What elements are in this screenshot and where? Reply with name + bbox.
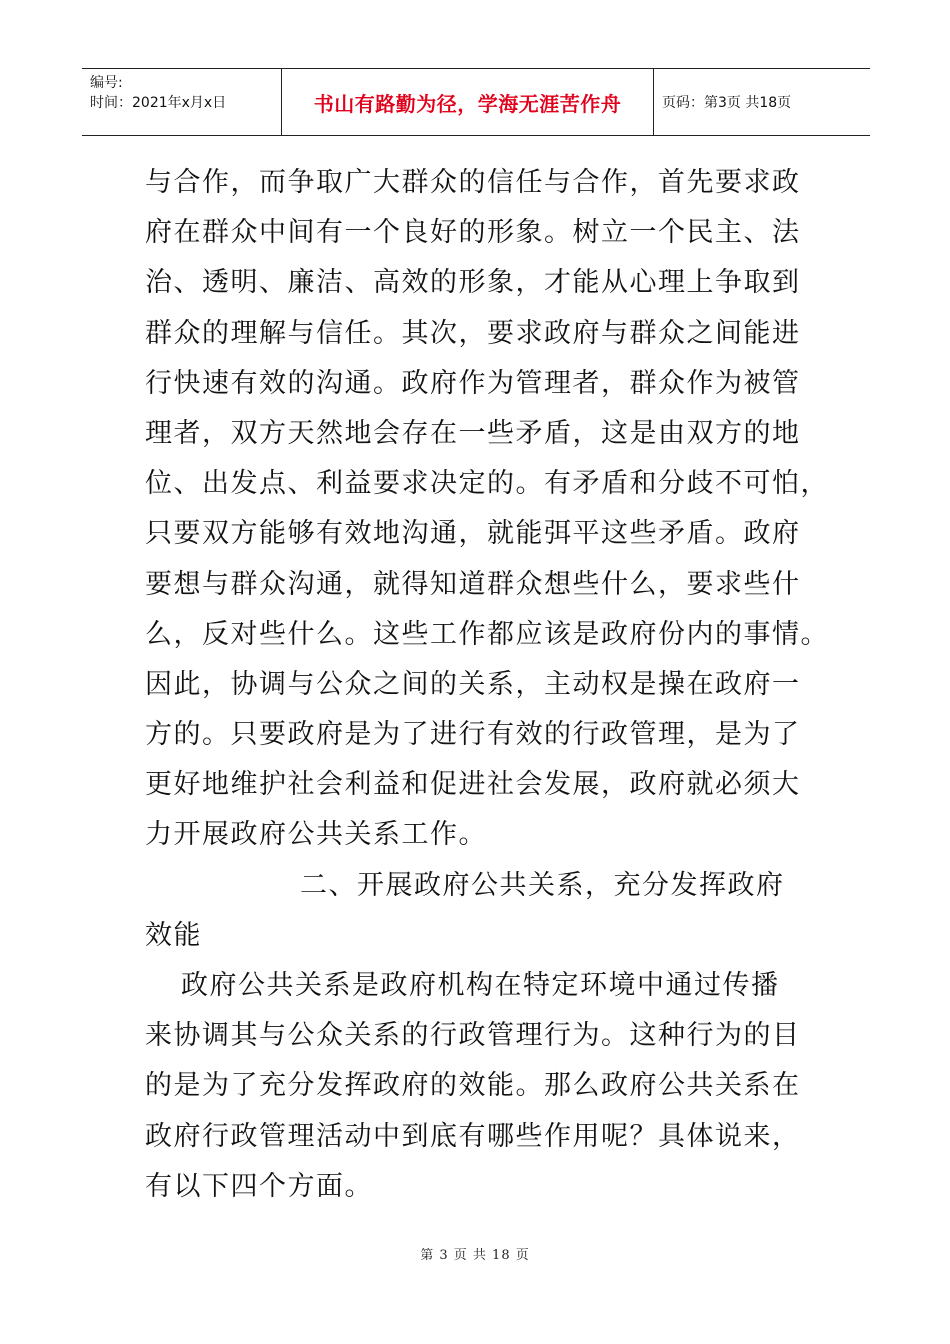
body-line: 行快速有效的沟通。政府作为管理者，群众作为被管 — [145, 367, 801, 399]
number-label: 编号: — [90, 75, 123, 91]
body-line: 位、出发点、利益要求决定的。有矛盾和分歧不可怕， — [145, 468, 829, 500]
body-line: 因此，协调与公众之间的关系，主动权是操在政府一 — [145, 668, 801, 700]
header-page-info: 页码：第3页 共18页 — [662, 95, 792, 111]
header-meta — [82, 69, 282, 135]
body-line: 府在群众中间有一个良好的形象。树立一个民主、法 — [145, 217, 801, 249]
time-label: 时间：2021年x月x日 — [90, 95, 227, 111]
paragraph-line: 来协调其与公众关系的行政管理行为。这种行为的目 — [145, 1020, 801, 1052]
body-line: 群众的理解与信任。其次，要求政府与群众之间能进 — [145, 317, 801, 349]
section-heading-continued: 效能 — [145, 919, 202, 951]
paragraph-line: 的是为了充分发挥政府的效能。那么政府公共关系在 — [145, 1070, 801, 1102]
body-line: 治、透明、廉洁、高效的形象，才能从心理上争取到 — [145, 267, 801, 299]
header-motto: 书山有路勤为径，学海无涯苦作舟 — [282, 69, 654, 135]
page-footer: 第 3 页 共 18 页 — [420, 1248, 530, 1263]
body-line: 理者，双方天然地会存在一些矛盾，这是由双方的地 — [145, 417, 801, 449]
paragraph-line: 政府行政管理活动中到底有哪些作用呢？具体说来， — [145, 1120, 801, 1152]
document-body — [145, 158, 829, 1212]
body-line: 只要双方能够有效地沟通，就能弭平这些矛盾。政府 — [145, 518, 801, 550]
body-line: 与合作，而争取广大群众的信任与合作，首先要求政 — [145, 167, 801, 198]
paragraph-line: 政府公共关系是政府机构在特定环境中通过传播 — [181, 970, 780, 1001]
body-line: 更好地维护社会利益和促进社会发展，政府就必须大 — [145, 769, 801, 801]
body-line: 方的。只要政府是为了进行有效的行政管理，是为了 — [145, 719, 801, 751]
body-line: 么，反对些什么。这些工作都应该是政府份内的事情。 — [145, 618, 829, 650]
page-header — [82, 68, 870, 136]
paragraph-line: 有以下四个方面。 — [145, 1170, 373, 1202]
section-heading: 二、开展政府公共关系，充分发挥政府 — [300, 869, 785, 901]
body-line: 要想与群众沟通，就得知道群众想些什么，要求些什 — [145, 568, 801, 600]
body-line: 力开展政府公共关系工作。 — [145, 819, 487, 851]
